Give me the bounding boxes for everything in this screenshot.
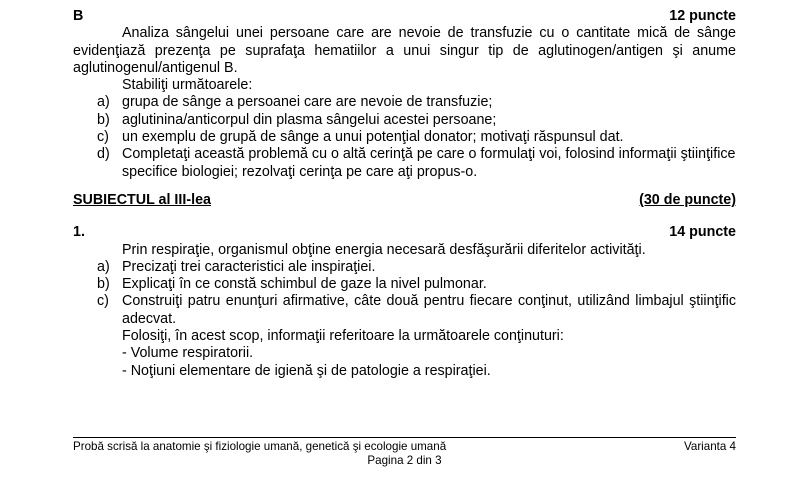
item-label: c): [97, 129, 109, 146]
exam-page: [73, 8, 736, 380]
list-item: [73, 94, 736, 111]
question-1-number: 1.: [73, 224, 85, 241]
list-item: [73, 129, 736, 146]
item-text: un exemplu de grupă de sânge a unui potenţial donator; motivaţi răspunsul dat.: [122, 129, 624, 146]
section-b-list: [73, 94, 736, 180]
item-text: Construiţi patru enunţuri afirmative, câte două pentru fiecare conţinut, utilizând limbajul ştiinţific adecvat.: [122, 293, 736, 327]
section-b-label: B: [73, 8, 84, 24]
question-1-header: [73, 224, 736, 241]
item-text: aglutinina/anticorpul din plasma sângelui acestei persoane;: [122, 111, 497, 128]
item-text: Completaţi această problemă cu o altă cerinţă pe care o formulaţi voi, folosind informaţii ştiinţifice specifice biologiei; rezolvaţi cerinţa pe care aţi propus-o.: [122, 146, 736, 180]
item-label: b): [97, 276, 110, 293]
section-b-prompt: Stabiliţi următoarele:: [122, 77, 253, 94]
question-1-usage: Folosiţi, în acest scop, informaţii referitoare la următoarele conţinuturi:: [122, 328, 564, 345]
question-1-list: [73, 259, 736, 328]
content-item: - Noţiuni elementare de igienă şi de patologie a respiraţiei.: [122, 362, 491, 379]
subject-3-points: (30 de puncte): [639, 191, 736, 208]
item-label: b): [97, 111, 110, 128]
section-b-header: [73, 8, 736, 25]
section-b-intro-first-line: Analiza sângelui unei persoane care are nevoie de transfuzie cu o cantitate mică de sânge: [122, 25, 736, 42]
item-text: Explicaţi în ce constă schimbul de gaze la nivel pulmonar.: [122, 276, 487, 293]
subject-3-header: [73, 192, 736, 209]
list-item: [73, 293, 736, 328]
section-b-intro: [73, 25, 736, 77]
list-item: [73, 259, 736, 276]
list-item: [73, 276, 736, 293]
content-item: - Volume respiratorii.: [122, 345, 254, 362]
item-label: d): [97, 146, 110, 163]
question-1-points: 14 puncte: [669, 224, 736, 241]
item-label: a): [97, 258, 110, 275]
footer-variant: Varianta 4: [684, 440, 736, 453]
subject-3-title: SUBIECTUL al III-lea: [73, 191, 211, 208]
page-footer: [73, 437, 736, 468]
section-b-intro-rest: evidenţiază prezenţa pe suprafaţa hematiilor a unui singur tip de aglutinogen/antigen şi anume aglutinogenul/antigenul B.: [73, 42, 736, 76]
footer-exam-title: Probă scrisă la anatomie şi fiziologie umană, genetică şi ecologie umană: [73, 440, 447, 453]
item-text: Precizaţi trei caracteristici ale inspiraţiei.: [122, 258, 376, 275]
section-b-points: 12 puncte: [669, 8, 736, 24]
item-label: a): [97, 94, 110, 111]
list-item: [73, 146, 736, 181]
question-1-intro: Prin respiraţie, organismul obţine energia necesară desfăşurării diferitelor activităţi.: [122, 241, 646, 258]
footer-page-number: Pagina 2 din 3: [367, 454, 442, 467]
item-label: c): [97, 293, 109, 310]
item-text: grupa de sânge a persoanei care are nevoie de transfuzie;: [122, 94, 493, 111]
list-item: [73, 112, 736, 129]
